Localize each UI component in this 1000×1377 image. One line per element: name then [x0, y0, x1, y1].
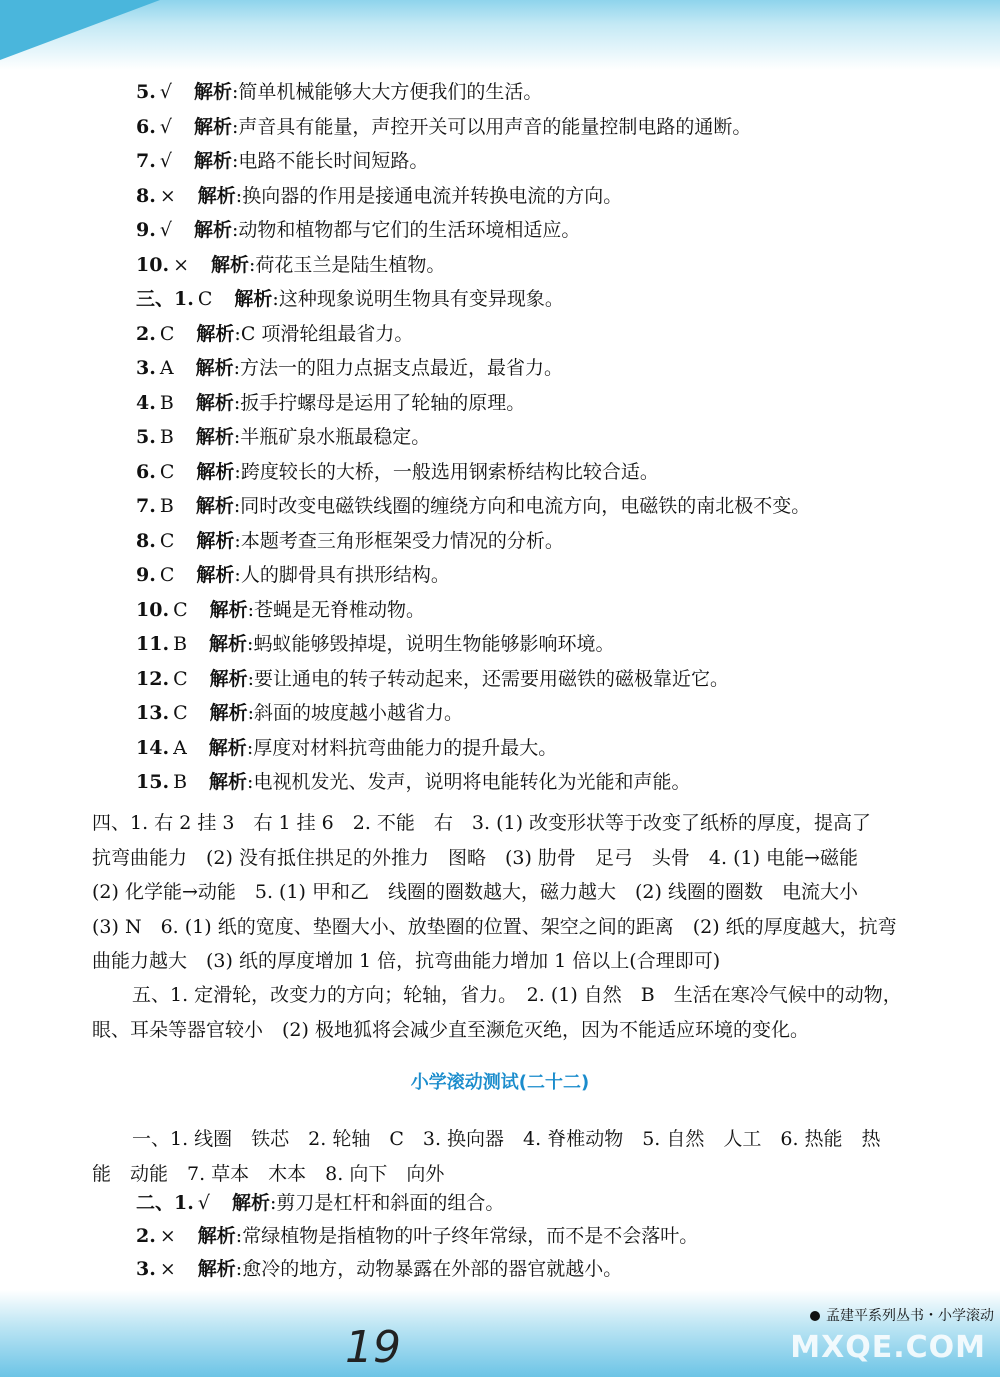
colon: : — [249, 253, 256, 276]
analysis-label: 解析 — [193, 81, 232, 103]
analysis-label: 解析 — [209, 702, 248, 724]
analysis-label: 解析 — [193, 219, 232, 241]
colon: : — [234, 529, 241, 552]
answer-number: 10. — [136, 598, 170, 621]
colon: : — [247, 598, 255, 621]
analysis-text: 人的脚骨具有拱形结构。 — [240, 564, 450, 586]
part5-row: 五、1. 定滑轮，改变力的方向；轮轴，省力。 2. (1) 自然 B 生活在寒冷气候中的动物， — [132, 984, 902, 1006]
analysis-text: 斜面的坡度越小越省力。 — [254, 702, 464, 724]
analysis-label: 解析 — [193, 115, 232, 138]
part4-row: (2) 化学能→动能 5. (1) 甲和乙 线圈的圈数越大，磁力越大 (2) 线圈的圈数 电流大小 — [92, 881, 858, 903]
analysis-label: 解析 — [196, 322, 235, 345]
answer-line — [136, 322, 413, 346]
analysis-text: 换向器的作用是接通电流并转换电流的方向。 — [242, 184, 623, 207]
answer-line — [136, 218, 580, 242]
analysis-text: 同时改变电磁铁线圈的缠绕方向和电流方向，电磁铁的南北极不变。 — [240, 495, 811, 517]
answer-line — [136, 425, 430, 449]
analysis-text: 荷花玉兰是陆生植物。 — [255, 253, 446, 276]
answer-line — [136, 701, 463, 725]
analysis-label: 解析 — [195, 391, 234, 414]
analysis-label: 解析 — [196, 460, 235, 483]
colon: : — [231, 150, 239, 172]
part1-block — [92, 1122, 942, 1191]
answer-line — [136, 184, 622, 208]
analysis-text: 电路不能长时间短路。 — [238, 150, 429, 172]
analysis-label: 解析 — [231, 1192, 270, 1214]
analysis-label: 解析 — [195, 495, 234, 517]
answer-mark: C — [159, 529, 175, 552]
bullet-icon — [810, 1311, 820, 1321]
analysis-text: 苍蝇是无脊椎动物。 — [254, 598, 426, 621]
answer-line — [136, 391, 525, 415]
answer-number: 5. — [136, 81, 156, 103]
analysis-text: 半瓶矿泉水瓶最稳定。 — [240, 426, 431, 448]
analysis-text: 要让通电的转子转动起来，还需要用磁铁的磁极靠近它。 — [254, 667, 730, 690]
answer-line — [136, 149, 428, 173]
answer-line — [136, 529, 564, 553]
answer-line — [136, 253, 445, 277]
analysis-label: 解析 — [197, 1258, 236, 1280]
analysis-text: 动物和植物都与它们的生活环境相适应。 — [238, 219, 581, 241]
part4-block — [92, 806, 942, 979]
analysis-label: 解析 — [210, 253, 249, 276]
analysis-label: 解析 — [209, 667, 248, 690]
colon: : — [234, 460, 241, 483]
colon: : — [247, 633, 254, 655]
answer-mark: C — [159, 564, 175, 586]
answer-line — [136, 563, 450, 587]
analysis-text: 简单机械能够大大方便我们的生活。 — [238, 81, 543, 103]
answer-mark: × — [159, 184, 176, 207]
answer-mark: √ — [159, 219, 172, 241]
analysis-text: 这种现象说明生物具有变异现象。 — [278, 288, 564, 310]
answer-line — [136, 356, 563, 380]
answer-line — [136, 667, 729, 691]
page-number: 19 — [345, 1322, 401, 1373]
watermark: MXQE.COM — [790, 1330, 986, 1365]
analysis-text: 厚度对材料抗弯曲能力的提升最大。 — [253, 736, 558, 759]
colon: : — [231, 219, 239, 241]
answer-number: 2. — [136, 1225, 156, 1247]
answer-line — [136, 1191, 504, 1215]
analysis-label: 解析 — [195, 426, 234, 448]
answer-mark: √ — [159, 115, 172, 138]
analysis-text: C 项滑轮组最省力。 — [240, 322, 414, 345]
analysis-text: 跨度较长的大桥，一般选用钢索桥结构比较合适。 — [240, 460, 659, 483]
answer-mark: B — [159, 426, 174, 448]
colon: : — [235, 184, 243, 207]
colon: : — [231, 115, 239, 138]
answer-line — [136, 287, 564, 311]
answer-number: 8. — [136, 184, 156, 207]
answer-line — [136, 460, 659, 484]
colon: : — [233, 357, 240, 379]
part4-row: 曲能力越大 (3) 纸的厚度增加 1 倍，抗弯曲能力增加 1 倍以上(合理即可) — [92, 950, 721, 972]
answer-mark: B — [159, 391, 174, 414]
colon: : — [269, 1192, 277, 1214]
answer-number: 2. — [136, 322, 156, 345]
part5-block — [92, 978, 942, 1047]
analysis-label: 解析 — [193, 150, 232, 172]
answer-mark: × — [173, 253, 189, 276]
answer-mark: C — [173, 702, 188, 724]
analysis-text: 方法一的阻力点据支点最近，最省力。 — [240, 357, 564, 379]
colon: : — [247, 667, 255, 690]
colon: : — [247, 771, 254, 793]
answer-mark: C — [173, 667, 188, 690]
answer-line — [136, 494, 810, 518]
colon: : — [235, 1258, 243, 1280]
part1-row: 能 动能 7. 草本 木本 8. 向下 向外 — [92, 1162, 445, 1185]
answer-number: 14. — [136, 736, 170, 759]
answer-line — [136, 1257, 622, 1281]
analysis-label: 解析 — [208, 736, 247, 759]
answer-number: 3. — [136, 357, 156, 379]
series-label: 孟建平系列丛书・小学滚动 — [826, 1308, 994, 1324]
answer-mark: C — [159, 322, 175, 345]
analysis-text: 扳手拧螺母是运用了轮轴的原理。 — [240, 391, 526, 414]
top-decor-band — [0, 0, 1000, 70]
answer-mark: C — [197, 288, 213, 310]
answer-mark: A — [159, 357, 174, 379]
analysis-label: 解析 — [195, 357, 234, 379]
colon: : — [247, 702, 255, 724]
answer-number: 12. — [136, 667, 170, 690]
analysis-text: 蚂蚁能够毁掉堤，说明生物能够影响环境。 — [253, 633, 615, 655]
analysis-label: 解析 — [197, 184, 236, 207]
answer-line — [136, 736, 557, 760]
analysis-text: 声音具有能量，声控开关可以用声音的能量控制电路的通断。 — [238, 115, 752, 138]
part4-row: 四、1. 右 2 挂 3 右 1 挂 6 2. 不能 右 3. (1) 改变形状等于改变了纸桥的厚度，提高了 — [92, 812, 872, 834]
colon: : — [233, 495, 241, 517]
answer-mark: C — [159, 460, 175, 483]
analysis-label: 解析 — [209, 598, 248, 621]
part1-row: 一、1. 线圈 铁芯 2. 轮轴 C 3. 换向器 4. 脊椎动物 5. 自然 人工 6. 热能 热 — [132, 1128, 881, 1150]
part4-row: 抗弯曲能力 (2) 没有抵住拱足的外推力 图略 (3) 肋骨 足弓 头骨 4. (1) 电能→磁能 — [92, 846, 858, 869]
analysis-label: 解析 — [197, 1225, 236, 1247]
analysis-text: 愈冷的地方，动物暴露在外部的器官就越小。 — [242, 1258, 623, 1280]
answer-number: 6. — [136, 115, 156, 138]
answer-mark: √ — [159, 81, 172, 103]
answer-mark: A — [173, 736, 187, 759]
answer-number: 11. — [136, 633, 170, 655]
colon: : — [234, 322, 241, 345]
answer-mark: B — [173, 633, 188, 655]
answer-line — [136, 770, 690, 794]
answer-number: 9. — [136, 219, 156, 241]
answer-mark: √ — [197, 1192, 210, 1214]
answer-line — [136, 632, 614, 656]
analysis-label: 解析 — [209, 633, 248, 655]
answer-mark: C — [173, 598, 188, 621]
footer-series — [810, 1305, 994, 1325]
answer-number: 二、1. — [136, 1192, 194, 1214]
answer-mark: √ — [159, 150, 172, 172]
colon: : — [231, 81, 239, 103]
answer-number: 5. — [136, 426, 156, 448]
analysis-text: 本题考查三角形框架受力情况的分析。 — [240, 529, 564, 552]
answer-number: 15. — [136, 771, 170, 793]
answer-number: 7. — [136, 495, 156, 517]
answer-number: 三、1. — [136, 288, 194, 310]
answer-line — [136, 115, 751, 139]
answer-number: 10. — [136, 253, 170, 276]
colon: : — [234, 564, 241, 586]
analysis-label: 解析 — [196, 529, 235, 552]
answer-number: 13. — [136, 702, 170, 724]
part4-row: (3) N 6. (1) 纸的宽度、垫圈大小、放垫圈的位置、架空之间的距离 (2) 纸的厚度越大，抗弯 — [92, 915, 897, 938]
answer-number: 9. — [136, 564, 156, 586]
section-title: 小学滚动测试(二十二) — [410, 1072, 590, 1093]
analysis-text: 常绿植物是指植物的叶子终年常绿，而不是不会落叶。 — [242, 1225, 699, 1247]
answer-mark: B — [159, 495, 174, 517]
answer-number: 6. — [136, 460, 156, 483]
analysis-label: 解析 — [209, 771, 248, 793]
answer-number: 8. — [136, 529, 156, 552]
answer-number: 3. — [136, 1258, 156, 1280]
colon: : — [233, 391, 241, 414]
analysis-text: 电视机发光、发声，说明将电能转化为光能和声能。 — [253, 771, 691, 793]
answer-mark: B — [173, 771, 188, 793]
colon: : — [235, 1225, 243, 1247]
answer-mark: × — [159, 1258, 176, 1280]
answer-line — [136, 80, 542, 104]
analysis-text: 剪刀是杠杆和斜面的组合。 — [276, 1192, 505, 1214]
analysis-label: 解析 — [196, 564, 235, 586]
answer-line — [136, 598, 425, 622]
corner-triangle — [0, 0, 160, 60]
answer-number: 4. — [136, 391, 156, 414]
colon: : — [272, 288, 279, 310]
colon: : — [233, 426, 241, 448]
answer-number: 7. — [136, 150, 156, 172]
colon: : — [246, 736, 254, 759]
answer-line — [136, 1224, 698, 1248]
answer-mark: × — [159, 1225, 176, 1247]
part5-row: 眼、耳朵等器官较小 (2) 极地狐将会减少直至濒危灭绝，因为不能适应环境的变化。 — [92, 1018, 809, 1041]
analysis-label: 解析 — [234, 288, 273, 310]
